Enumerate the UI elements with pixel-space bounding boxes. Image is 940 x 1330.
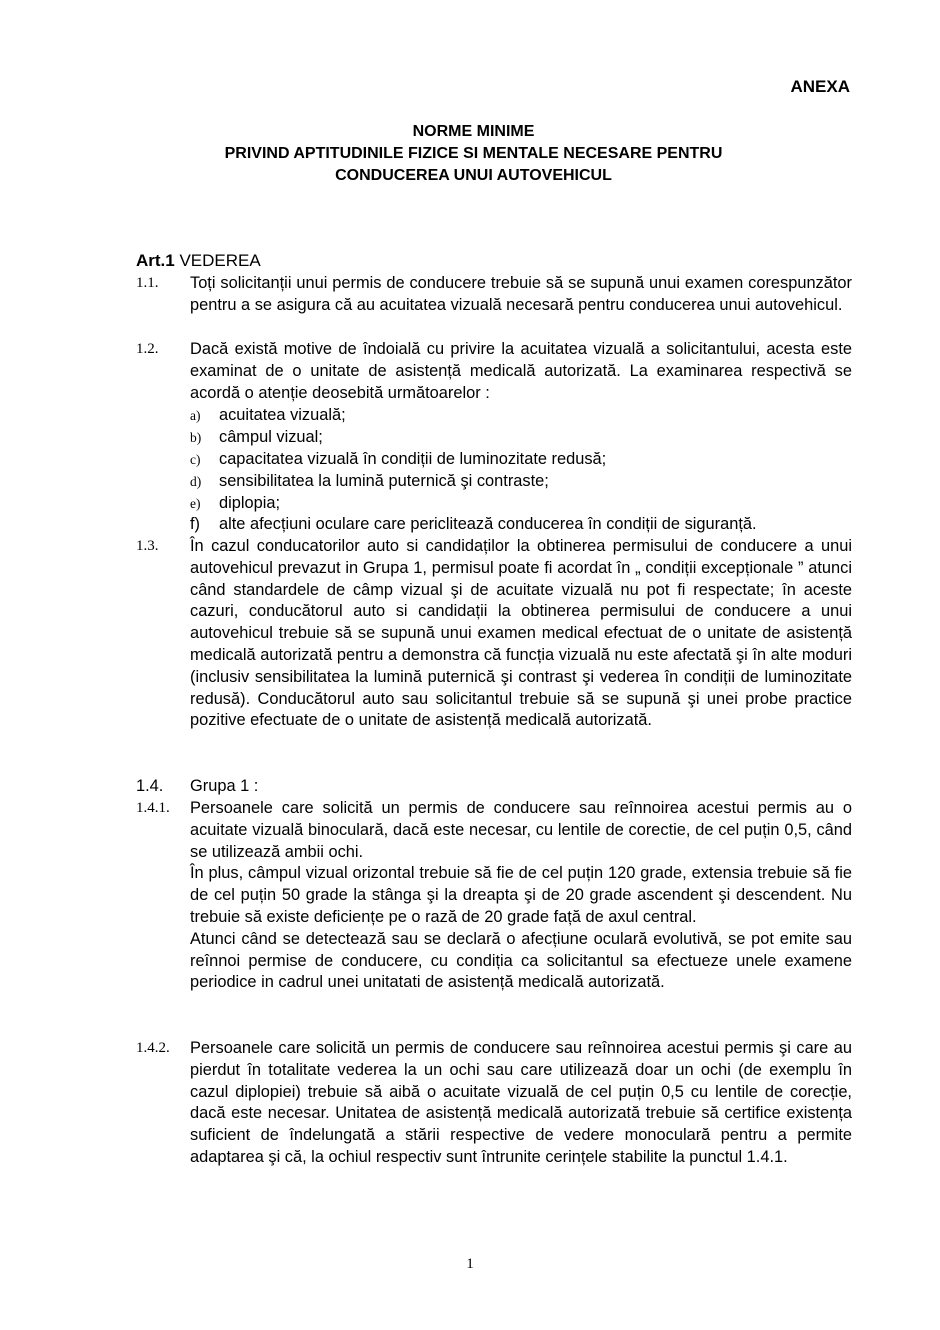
- section-text: Grupa 1 :: [190, 777, 259, 795]
- section-number: 1.4.1.: [136, 800, 170, 816]
- list-text: diplopia;: [219, 494, 281, 512]
- list-text: acuitatea vizuală;: [219, 406, 346, 424]
- list-letter: d): [190, 474, 202, 489]
- section-number: 1.2.: [136, 341, 159, 357]
- section-text: Toți solicitanții unui permis de conducere trebuie să se supună unui examen corespunzător pentru a se asigura că au acuitatea vizuală necesară pentru conducerea unui autovehicul.: [190, 274, 852, 314]
- list-text: sensibilitatea la lumină puternică şi contraste;: [219, 472, 549, 490]
- section-1-3: [136, 536, 852, 732]
- section-text: În cazul conducatorilor auto si candidaților la obtinerea permisului de conducere a unui autovehicul prevazut in Grupa 1, permisul poate fi acordat în „ condiții excepționale ” atunci când standardele de câmp vizual şi de acuitate vizuală nu pot fi respectate; în aceste cazuri, conducătorul auto si candidații la obtinerea permisului de conducere a unui autovehicul trebuie să se supună unui examen medical efectuat de o unitate de asistență medicală autorizată pentru a demonstra că funcția vizuală nu este afectată şi în alte moduri (inclusiv sensibilitatea la lumină puternică şi contrast şi vederea în condiții de luminozitate redusă). Conducătorul auto sau solicitantul trebuie să se supună şi unei probe practice pozitive efectuate de o unitate de asistență medicală autorizată.: [190, 537, 852, 730]
- title-line-2: PRIVIND APTITUDINILE FIZICE SI MENTALE NECESARE PENTRU: [224, 145, 723, 162]
- article-heading: [136, 251, 261, 271]
- list-item: [190, 471, 852, 493]
- paragraph: În plus, câmpul vizual orizontal trebuie să fie de cel puțin 120 grade, extensia trebuie să fie de cel puțin 50 grade la stânga şi la dreapta şi de 20 grade ascendent şi descendent. Nu trebuie să existe deficiențe pe o rază de 20 grade față de axul central.: [190, 864, 852, 926]
- section-1-4-2: [136, 1038, 852, 1169]
- section-number: 1.4.: [136, 777, 164, 795]
- list-text: capacitatea vizuală în condiții de luminozitate redusă;: [219, 450, 607, 468]
- title-line-1: NORME MINIME: [412, 123, 535, 140]
- document-title: [0, 121, 940, 187]
- list-letter: e): [190, 496, 201, 511]
- section-text: Dacă există motive de îndoială cu privire la acuitatea vizuală a solicitantului, acesta este examinat de o unitate de asistență medicală autorizată. La examinarea respectivă se acordă o atenție deosebită următoarelor :: [190, 340, 852, 402]
- list-item: [190, 449, 852, 471]
- section-1-4: [136, 776, 852, 798]
- list-letter: a): [190, 408, 201, 423]
- section-number: 1.4.2.: [136, 1040, 170, 1056]
- list-letter: c): [190, 452, 201, 467]
- paragraph: Persoanele care solicită un permis de conducere sau reînnoirea acestui permis au o acuitate vizuală binoculară, dacă este necesar, cu lentile de corectie, de cel puțin 0,5, când se utilizează ambii ochi.: [190, 799, 852, 861]
- list-letter: f): [190, 515, 201, 533]
- section-text: [190, 798, 852, 994]
- title-line-3: CONDUCEREA UNUI AUTOVEHICUL: [335, 167, 612, 184]
- article-title: VEDEREA: [179, 251, 261, 270]
- list-letter: b): [190, 430, 202, 445]
- section-1-2: [136, 339, 852, 404]
- list-item: [190, 514, 852, 536]
- list-item: [190, 493, 852, 515]
- section-number: 1.3.: [136, 538, 159, 554]
- list-item: [190, 405, 852, 427]
- article-label: Art.1: [136, 251, 175, 270]
- page-number: 1: [466, 1256, 474, 1272]
- annex-label: ANEXA: [790, 77, 850, 96]
- section-text: Persoanele care solicită un permis de conducere sau reînnoirea acestui permis şi care au pierdut în totalitate vederea la un ochi sau care utilizează doar un ochi (de exemplu în cazul diplopiei) trebuie să aibă o acuitate vizuală de cel puțin 0,5 cu lentile de corecție, dacă este necesar. Unitatea de asistență medicală autorizată trebuie să certifice existența suficient de îndelungată a stării respective de vedere monoculară pentru a permite adaptarea şi că, la ochiul respectiv sunt întrunite cerințele stabilite la punctul 1.4.1.: [190, 1039, 852, 1166]
- section-1-4-1: [136, 798, 852, 994]
- section-number: 1.1.: [136, 275, 159, 291]
- list-text: alte afecțiuni oculare care periclitează conducerea în condiții de siguranță.: [219, 515, 757, 533]
- paragraph: Atunci când se detectează sau se declară o afecțiune oculară evolutivă, se pot emite sau reînnoi permise de conducere, cu condiția ca solicitantul sa efectueze unele examene periodice in cadrul unei unitatati de asistență medicală autorizată.: [190, 929, 852, 992]
- list-text: câmpul vizual;: [219, 428, 323, 446]
- section-1-1: [136, 273, 852, 317]
- list-item: [190, 427, 852, 449]
